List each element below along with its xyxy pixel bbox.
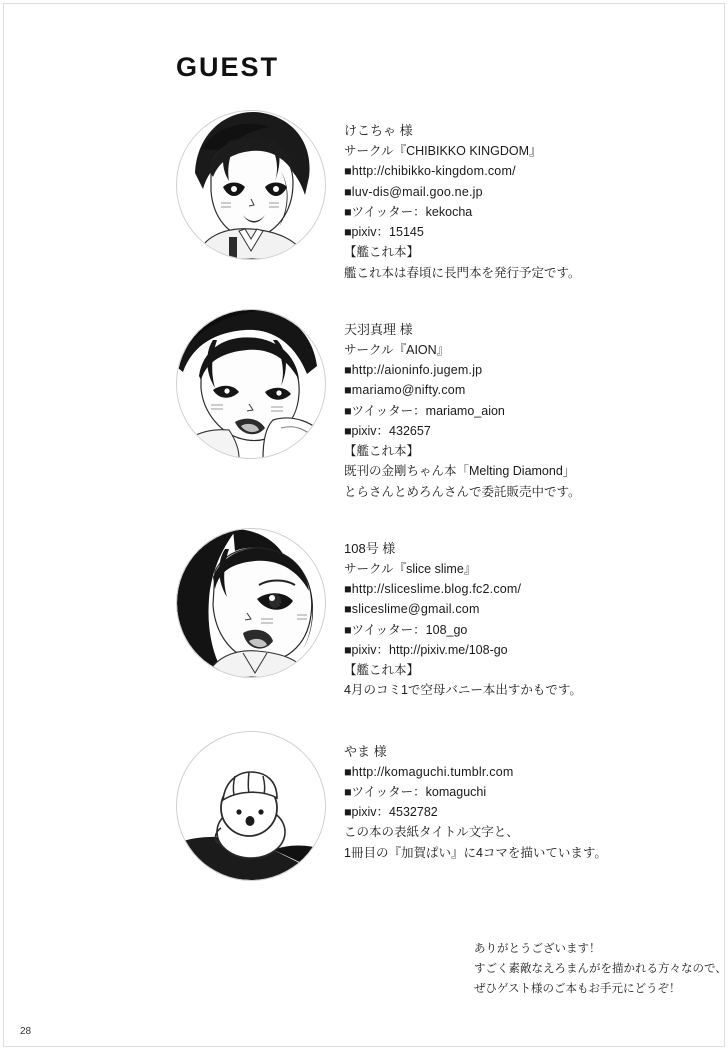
guest-pixiv[interactable]: ■pixiv：15145 [344, 225, 424, 240]
guest-pixiv[interactable]: ■pixiv：4532782 [344, 805, 438, 820]
guest-twitter[interactable]: ■ツイッター：108_go [344, 622, 468, 637]
guest-website[interactable]: ■http://aioninfo.jugem.jp [344, 363, 483, 378]
guest-section-label: 【艦これ本】 [344, 444, 420, 459]
guest-note: 4月のコミ1で空母バニー本出すかもです。 [344, 683, 582, 698]
guest-note: この本の表紙タイトル文字と、 [344, 825, 519, 840]
guest-info [344, 731, 607, 863]
thanks-message [474, 940, 727, 999]
guest-note: 艦これ本は春頃に長門本を発行予定です。 [344, 265, 581, 280]
guest-info [344, 110, 581, 283]
portrait-amou-mari [176, 309, 326, 459]
guest-name: 天羽真理 様 [344, 321, 413, 337]
guest-circle: サークル『CHIBIKKO KINGDOM』 [344, 144, 542, 159]
thanks-line-1: ありがとうございます！ [474, 943, 601, 955]
guest-section-label: 【艦これ本】 [344, 245, 420, 260]
guest-twitter[interactable]: ■ツイッター：komaguchi [344, 784, 487, 799]
guest-entry [176, 528, 656, 701]
guest-website[interactable]: ■http://chibikko-kingdom.com/ [344, 164, 516, 179]
guest-entry [176, 731, 656, 881]
guest-name: 108号 様 [344, 540, 396, 556]
guest-pixiv[interactable]: ■pixiv：http://pixiv.me/108-go [344, 642, 508, 657]
portrait-108go [176, 528, 326, 678]
guest-info [344, 528, 582, 701]
illustration-yama-character [176, 731, 326, 881]
page-title: GUEST [176, 52, 280, 82]
guest-pixiv[interactable]: ■pixiv：432657 [344, 423, 431, 438]
guest-circle: サークル『slice slime』 [344, 561, 477, 576]
guest-name: やま 様 [344, 743, 387, 759]
guest-website[interactable]: ■http://komaguchi.tumblr.com [344, 764, 514, 779]
guest-list [176, 110, 656, 907]
thanks-line-2: すごく素敵なえろまんがを描かれる方々なので、 [474, 962, 727, 975]
thanks-line-3: ぜひゲスト様のご本もお手元にどうぞ！ [474, 982, 681, 995]
guest-note-2: とらさんとめろんさんで委託販売中です。 [344, 484, 581, 499]
portrait-kekocha [176, 110, 326, 260]
guest-circle: サークル『AION』 [344, 342, 450, 357]
guest-email[interactable]: ■sliceslime@gmail.com [344, 602, 480, 617]
guest-note: 既刊の金剛ちゃん本「Melting Diamond」 [344, 464, 576, 479]
guest-note-2: 1冊目の『加賀ぱい』に4コマを描いています。 [344, 845, 607, 860]
guest-email[interactable]: ■mariamo@nifty.com [344, 383, 466, 398]
guest-entry [176, 110, 656, 283]
guest-twitter[interactable]: ■ツイッター：mariamo_aion [344, 403, 505, 418]
guest-twitter[interactable]: ■ツイッター：kekocha [344, 204, 473, 219]
guest-name: けこちゃ 様 [344, 123, 413, 138]
guest-email[interactable]: ■luv-dis@mail.goo.ne.jp [344, 184, 483, 199]
guest-section-label: 【艦これ本】 [344, 663, 420, 678]
guest-website[interactable]: ■http://sliceslime.blog.fc2.com/ [344, 582, 522, 597]
page-number: 28 [20, 1026, 32, 1037]
guest-info [344, 309, 581, 502]
guest-entry [176, 309, 656, 502]
